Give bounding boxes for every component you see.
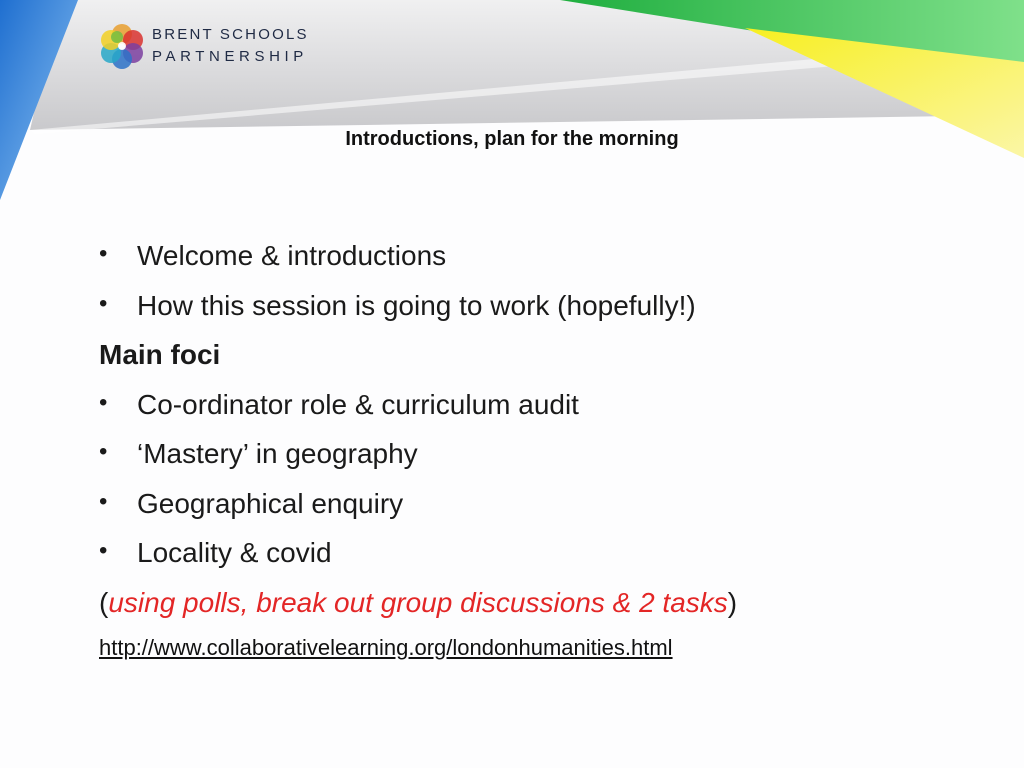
bullet-dot-icon: • [99,438,108,465]
note-text: using polls, break out group discussions & 2 tasks [108,587,728,618]
note-open-paren: ( [99,587,109,618]
bullet-text: ‘Mastery’ in geography [137,438,418,469]
bullet-dot-icon: • [99,290,108,317]
resource-link[interactable]: http://www.collaborativelearning.org/londonhumanities.html [99,635,673,660]
note-close-paren: ) [727,587,738,618]
bullet-text: Co-ordinator role & curriculum audit [137,389,579,420]
slide-title: Introductions, plan for the morning [345,128,679,150]
bullet-text: Geographical enquiry [137,488,404,519]
brand-name [152,24,309,68]
brent-logo-icon [98,22,146,70]
bullet-dot-icon: • [99,488,108,515]
bullet-dot-icon: • [99,389,108,416]
main-foci-heading: Main foci [99,339,221,370]
session-note [99,587,737,619]
bullet-text: Welcome & introductions [137,240,447,271]
brand-line-2: PARTNERSHIP [152,48,308,65]
bullet-text: Locality & covid [137,537,332,568]
bullet-dot-icon: • [99,240,108,267]
brand-line-1: BRENT SCHOOLS [152,26,309,43]
bullet-text: How this session is going to work (hopefully!) [137,290,696,321]
bullet-dot-icon: • [99,537,108,564]
